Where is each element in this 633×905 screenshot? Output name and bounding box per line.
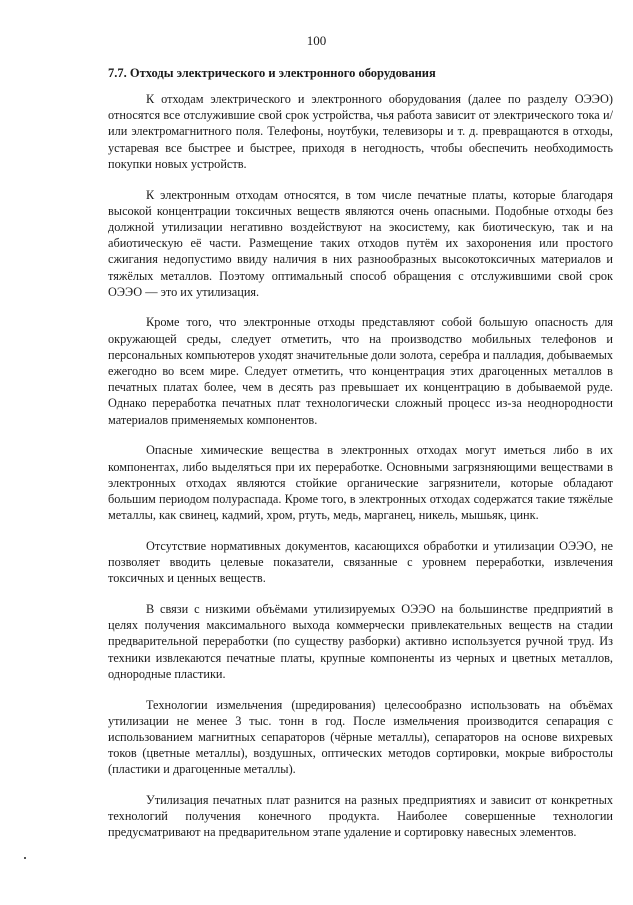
page-number: 100	[306, 33, 327, 48]
paragraph-4: Опасные химические вещества в электронных отходах могут иметься либо в их компонентах, либо выделяться при их переработке. Основными загрязняющими веществами в электронных отходах являются стойкие органические загрязнители, которые обладают большим периодом полураспада. Кроме того, в электронных отходах содержатся такие тяжёлые металлы, как свинец, кадмий, хром, ртуть, медь, марганец, никель, мышьяк, цинк.	[108, 443, 613, 523]
paragraph-1: К отходам электрического и электронного оборудования (далее по разделу ОЭЭО) относятся все отслужившие свой срок устройства, чья работа зависит от электрического тока и/или электромагнитного поля. Телефоны, ноутбуки, телевизоры и т. д. превращаются в отходы, устаревая все быстрее и быстрее, приходя в негодность, чтобы обеспечить необходимость покупки новых устройств.	[108, 92, 613, 171]
body-text	[108, 91, 613, 855]
scan-speck	[24, 857, 26, 859]
paragraph-5: Отсутствие нормативных документов, касающихся обработки и утилизации ОЭЭО, не позволяет вводить целевые показатели, связанные с уровнем переработки, извлечения токсичных и ценных веществ.	[108, 538, 613, 586]
paragraph-6: В связи с низкими объёмами утилизируемых ОЭЭО на большинстве предприятий в целях получения максимального выхода коммерчески привлекательных веществ на стадии предварительной переработки (по существу разборки) активно используется ручной труд. Из техники извлекаются печатные платы, крупные компоненты из черных и цветных металлов, однородные пластики.	[108, 601, 613, 681]
section-heading: 7.7. Отходы электрического и электронного оборудования	[108, 66, 436, 80]
paragraph-8: Утилизация печатных плат разнится на разных предприятиях и зависит от конкретных технологий получения конечного продукта. Наиболее совершенные технологии предусматривают на предварительном этапе удаление и сортировку навесных элементов.	[108, 793, 613, 840]
paragraph-2: К электронным отходам относятся, в том числе печатные платы, которые благодаря высокой концентрации токсичных веществ являются очень опасными. Подобные отходы без должной утилизации негативно воздействуют на экосистему, как биотическую, так и на абиотическую её части. Размещение таких отходов путём их захоронения или простого сжигания недопустимо ввиду наличия в них разнообразных высокотоксичных материалов и тяжёлых металлов. Поэтому оптимальный способ обращения с отслужившими свой срок ОЭЭО — это их утилизация.	[108, 187, 613, 299]
paragraph-7: Технологии измельчения (шредирования) целесообразно использовать на объёмах утилизации не менее 3 тыс. тонн в год. После измельчения производится сепарация с использованием магнитных сепараторов (чёрные металлы), сепараторов на основе вихревых токов (цветные металлы), воздушных, оптических методов сортировки, мокрые вибростолы (пластики и драгоценные металлы).	[108, 697, 613, 777]
paragraph-3: Кроме того, что электронные отходы представляют собой большую опасность для окружающей среды, следует отметить, что на производство мобильных телефонов и персональных компьютеров уходят значительные доли золота, серебра и палладия, добываемых ежегодно во всем мире. Следует отметить, что концентрация этих драгоценных металлов в печатных платах более, чем в десять раз превышает их концентрацию в добываемой руде. Однако переработка печатных плат технологически сложный процесс из-за неоднородности материалов применяемых компонентов.	[108, 315, 613, 427]
